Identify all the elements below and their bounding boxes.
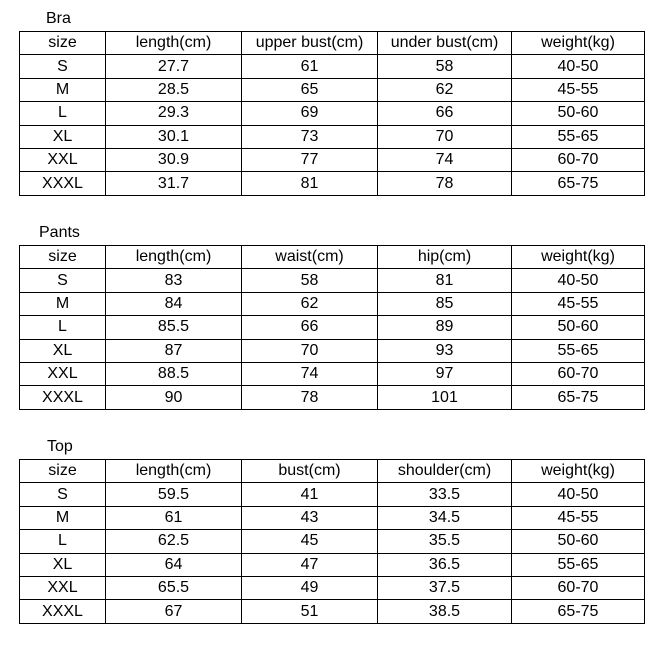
table-cell: 40-50: [512, 483, 645, 506]
table-cell: 85: [378, 292, 512, 315]
table-cell: 36.5: [378, 553, 512, 576]
table-row: [20, 78, 645, 101]
table-cell: 87: [106, 339, 242, 362]
header-cell: length(cm): [106, 460, 242, 483]
table-cell: 90: [106, 386, 242, 409]
table-row: [20, 553, 645, 576]
table-cell: 58: [378, 55, 512, 78]
table-cell: 40-50: [512, 55, 645, 78]
table-cell: 88.5: [106, 362, 242, 385]
table-cell: 45-55: [512, 506, 645, 529]
table-cell: 59.5: [106, 483, 242, 506]
table-cell: 84: [106, 292, 242, 315]
table-cell: 27.7: [106, 55, 242, 78]
header-cell: length(cm): [106, 32, 242, 55]
table-cell: XL: [20, 553, 106, 576]
table-cell: 30.1: [106, 125, 242, 148]
table-cell: 28.5: [106, 78, 242, 101]
table-cell: 66: [378, 102, 512, 125]
table-cell: S: [20, 55, 106, 78]
table-cell: 45-55: [512, 78, 645, 101]
table-cell: 97: [378, 362, 512, 385]
table-cell: 81: [242, 172, 378, 195]
table-cell: XXXL: [20, 600, 106, 623]
table-cell: 31.7: [106, 172, 242, 195]
table-cell: 38.5: [378, 600, 512, 623]
table-cell: 60-70: [512, 362, 645, 385]
table-row: [20, 506, 645, 529]
table-cell: 67: [106, 600, 242, 623]
table-cell: XXXL: [20, 172, 106, 195]
table-cell: 35.5: [378, 530, 512, 553]
table-cell: 34.5: [378, 506, 512, 529]
table-cell: 62.5: [106, 530, 242, 553]
table-cell: XL: [20, 339, 106, 362]
table-row: [20, 55, 645, 78]
header-cell: size: [20, 460, 106, 483]
header-cell: weight(kg): [512, 460, 645, 483]
table-header-row: [20, 246, 645, 269]
table-cell: 65-75: [512, 386, 645, 409]
table-cell: L: [20, 530, 106, 553]
table-cell: 55-65: [512, 125, 645, 148]
table-cell: S: [20, 269, 106, 292]
table-cell: 89: [378, 316, 512, 339]
header-cell: upper bust(cm): [242, 32, 378, 55]
pants-size-table: [19, 245, 645, 410]
table-cell: M: [20, 506, 106, 529]
table-cell: XXL: [20, 148, 106, 171]
table-cell: XL: [20, 125, 106, 148]
table-cell: 65: [242, 78, 378, 101]
section-title-pants: Pants: [39, 224, 80, 241]
table-row: [20, 530, 645, 553]
table-cell: 40-50: [512, 269, 645, 292]
table-cell: 78: [242, 386, 378, 409]
header-cell: under bust(cm): [378, 32, 512, 55]
table-cell: 30.9: [106, 148, 242, 171]
table-cell: 83: [106, 269, 242, 292]
table-cell: 49: [242, 576, 378, 599]
table-cell: 58: [242, 269, 378, 292]
table-row: [20, 362, 645, 385]
header-cell: shoulder(cm): [378, 460, 512, 483]
table-cell: 51: [242, 600, 378, 623]
table-cell: 60-70: [512, 576, 645, 599]
header-cell: weight(kg): [512, 246, 645, 269]
table-cell: 45: [242, 530, 378, 553]
table-row: [20, 339, 645, 362]
section-title-top: Top: [47, 438, 73, 455]
table-cell: 62: [242, 292, 378, 315]
table-cell: 65-75: [512, 172, 645, 195]
top-size-table: [19, 459, 645, 624]
table-header-row: [20, 32, 645, 55]
table-cell: L: [20, 102, 106, 125]
table-cell: 65.5: [106, 576, 242, 599]
table-row: [20, 102, 645, 125]
table-cell: 65-75: [512, 600, 645, 623]
table-cell: 29.3: [106, 102, 242, 125]
section-title-bra: Bra: [46, 10, 71, 27]
table-cell: 74: [242, 362, 378, 385]
table-cell: 47: [242, 553, 378, 576]
table-cell: XXXL: [20, 386, 106, 409]
table-cell: XXL: [20, 576, 106, 599]
table-cell: S: [20, 483, 106, 506]
table-cell: 50-60: [512, 316, 645, 339]
table-cell: 61: [242, 55, 378, 78]
table-cell: 45-55: [512, 292, 645, 315]
table-cell: 43: [242, 506, 378, 529]
table-cell: M: [20, 78, 106, 101]
header-cell: hip(cm): [378, 246, 512, 269]
table-cell: 66: [242, 316, 378, 339]
table-cell: 74: [378, 148, 512, 171]
table-row: [20, 316, 645, 339]
table-row: [20, 292, 645, 315]
header-cell: bust(cm): [242, 460, 378, 483]
table-row: [20, 576, 645, 599]
table-row: [20, 269, 645, 292]
table-header-row: [20, 460, 645, 483]
table-row: [20, 386, 645, 409]
table-cell: 77: [242, 148, 378, 171]
header-cell: weight(kg): [512, 32, 645, 55]
table-cell: 101: [378, 386, 512, 409]
table-cell: 93: [378, 339, 512, 362]
table-cell: 64: [106, 553, 242, 576]
table-row: [20, 483, 645, 506]
table-cell: 85.5: [106, 316, 242, 339]
table-cell: 61: [106, 506, 242, 529]
table-row: [20, 172, 645, 195]
table-cell: 70: [242, 339, 378, 362]
table-cell: 55-65: [512, 553, 645, 576]
header-cell: size: [20, 246, 106, 269]
table-cell: XXL: [20, 362, 106, 385]
table-cell: 50-60: [512, 102, 645, 125]
table-row: [20, 125, 645, 148]
table-cell: M: [20, 292, 106, 315]
table-cell: 50-60: [512, 530, 645, 553]
table-cell: 41: [242, 483, 378, 506]
table-cell: 69: [242, 102, 378, 125]
table-cell: 73: [242, 125, 378, 148]
table-cell: L: [20, 316, 106, 339]
table-cell: 78: [378, 172, 512, 195]
table-cell: 81: [378, 269, 512, 292]
table-cell: 60-70: [512, 148, 645, 171]
header-cell: length(cm): [106, 246, 242, 269]
table-cell: 62: [378, 78, 512, 101]
table-row: [20, 148, 645, 171]
header-cell: size: [20, 32, 106, 55]
table-cell: 70: [378, 125, 512, 148]
header-cell: waist(cm): [242, 246, 378, 269]
table-cell: 37.5: [378, 576, 512, 599]
table-cell: 55-65: [512, 339, 645, 362]
table-row: [20, 600, 645, 623]
table-cell: 33.5: [378, 483, 512, 506]
bra-size-table: [19, 31, 645, 196]
